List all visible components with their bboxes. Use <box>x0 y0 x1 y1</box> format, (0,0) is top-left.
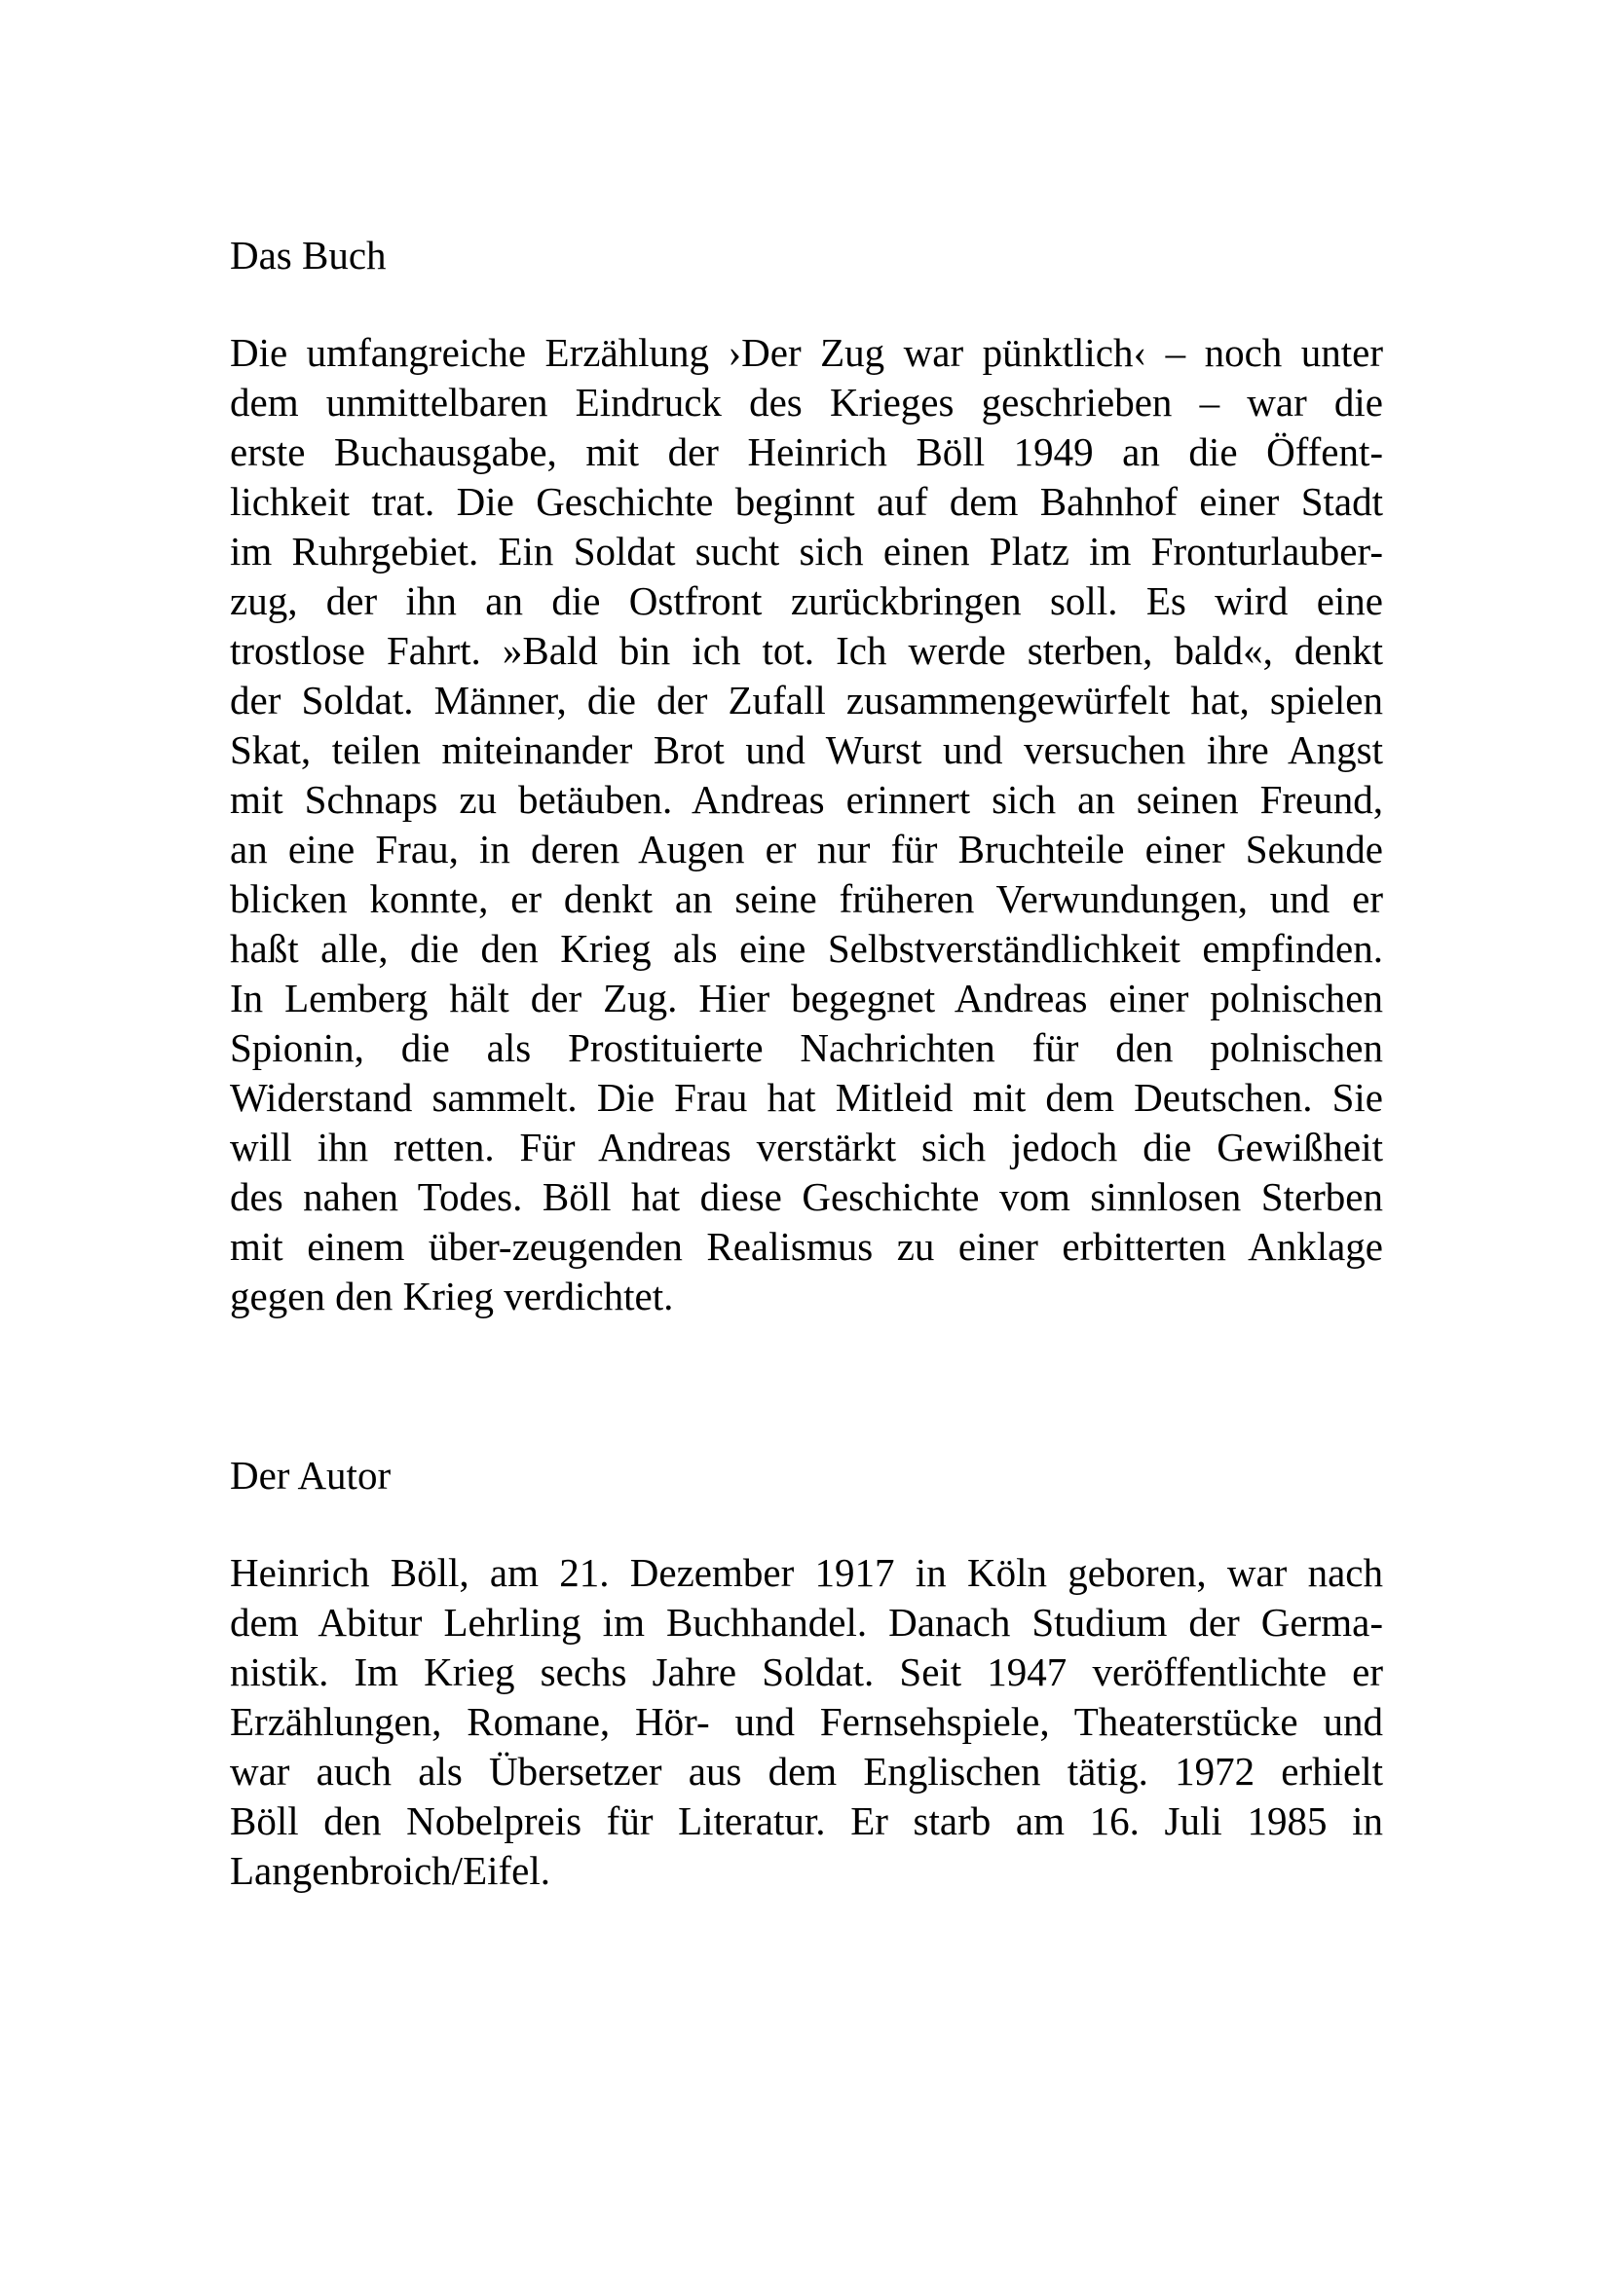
text-line: nistik. Im Krieg sechs Jahre Soldat. Seit 1947 veröffentlichte er <box>230 1649 1383 1694</box>
section-heading-das-buch: Das Buch <box>230 233 387 278</box>
text-line: Heinrich Böll, am 21. Dezember 1917 in Köln geboren, war nach <box>230 1550 1383 1595</box>
text-line: trostlose Fahrt. »Bald bin ich tot. Ich werde sterben, bald«, denkt <box>230 628 1383 673</box>
text-line: haßt alle, die den Krieg als eine Selbstverständlichkeit empfinden. <box>230 926 1383 971</box>
text-line: In Lemberg hält der Zug. Hier begegnet Andreas einer polnischen <box>230 976 1383 1020</box>
text-line: gegen den Krieg verdichtet. <box>230 1274 674 1318</box>
text-line: mit Schnaps zu betäuben. Andreas erinnert sich an seinen Freund, <box>230 777 1383 822</box>
section-body-das-buch <box>230 328 1383 1321</box>
section-heading-der-autor: Der Autor <box>230 1453 392 1498</box>
text-line: mit einem über-zeugenden Realismus zu einer erbitterten Anklage <box>230 1224 1383 1269</box>
text-line: dem Abitur Lehrling im Buchhandel. Danach Studium der Germa- <box>230 1600 1383 1645</box>
text-line: Langenbroich/Eifel. <box>230 1848 551 1893</box>
text-line: Böll den Nobelpreis für Literatur. Er starb am 16. Juli 1985 in <box>230 1798 1383 1843</box>
text-line: des nahen Todes. Böll hat diese Geschichte vom sinnlosen Sterben <box>230 1174 1383 1219</box>
text-line: lichkeit trat. Die Geschichte beginnt auf dem Bahnhof einer Stadt <box>230 479 1383 524</box>
text-line: Erzählungen, Romane, Hör- und Fernsehspiele, Theaterstücke und <box>230 1699 1383 1744</box>
text-line: Widerstand sammelt. Die Frau hat Mitleid mit dem Deutschen. Sie <box>230 1075 1383 1120</box>
text-line: Spionin, die als Prostituierte Nachrichten für den polnischen <box>230 1025 1383 1070</box>
section-body-der-autor <box>230 1548 1383 1896</box>
text-line: der Soldat. Männer, die der Zufall zusammengewürfelt hat, spielen <box>230 678 1383 722</box>
text-line: blicken konnte, er denkt an seine früheren Verwundungen, und er <box>230 876 1383 921</box>
text-line: erste Buchausgabe, mit der Heinrich Böll 1949 an die Öffent- <box>230 429 1383 474</box>
text-line: Die umfangreiche Erzählung ›Der Zug war pünktlich‹ – noch unter <box>230 330 1383 375</box>
text-line: war auch als Übersetzer aus dem Englischen tätig. 1972 erhielt <box>230 1749 1383 1794</box>
text-line: Skat, teilen miteinander Brot und Wurst und versuchen ihre Angst <box>230 727 1383 772</box>
text-line: dem unmittelbaren Eindruck des Krieges geschrieben – war die <box>230 380 1383 425</box>
text-line: an eine Frau, in deren Augen er nur für Bruchteile einer Sekunde <box>230 827 1383 871</box>
text-line: zug, der ihn an die Ostfront zurückbringen soll. Es wird eine <box>230 578 1383 623</box>
text-line: im Ruhrgebiet. Ein Soldat sucht sich einen Platz im Fronturlauber- <box>230 529 1383 574</box>
text-line: will ihn retten. Für Andreas verstärkt sich jedoch die Gewißheit <box>230 1125 1383 1169</box>
